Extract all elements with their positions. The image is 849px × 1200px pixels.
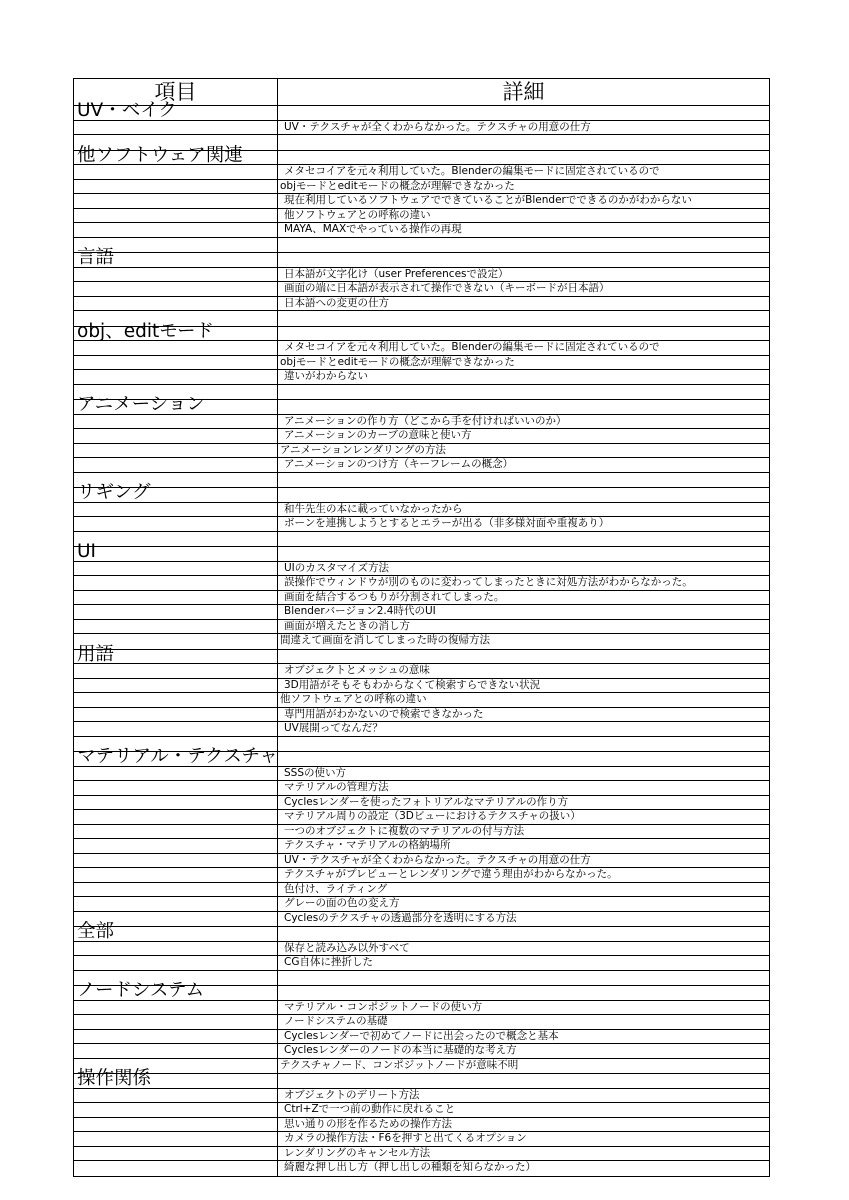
item-cell (74, 708, 278, 722)
detail-cell: UV・テクスチャが全くわからなかった。テクスチャの用意の仕方 (284, 120, 591, 133)
item-cell (74, 854, 278, 868)
table-row (74, 394, 769, 415)
table-row (74, 897, 769, 912)
category-label: obj、editモード (77, 320, 214, 342)
detail-cell: アニメーションのカーブの意味と使い方 (284, 429, 472, 441)
detail-cell: レンダリングのキャンセル方法 (284, 1146, 431, 1159)
header-item: 項目 (74, 79, 278, 105)
item-cell (74, 921, 278, 942)
table-row (74, 180, 769, 195)
table-row (74, 839, 769, 854)
category-label: ノードシステム (77, 980, 205, 1001)
item-cell (74, 693, 278, 707)
table-row (74, 854, 769, 869)
detail-cell: objモードとeditモードの概念が理解できなかった (280, 355, 515, 368)
detail-cell: 3D用語がそもそもわからなくて検索すらできない状況 (284, 678, 541, 691)
table-row (74, 591, 769, 606)
table-row (74, 883, 769, 898)
table-section (74, 541, 769, 650)
detail-cell: オブジェクトのデリート方法 (284, 1088, 420, 1101)
detail-cell: 一つのオブジェクトに複数のマテリアルの付与方法 (284, 824, 525, 837)
detail-cell: 間違えて画面を消してしまった時の復帰方法 (280, 634, 490, 646)
item-cell (74, 180, 278, 194)
item-cell (74, 282, 278, 296)
detail-cell (278, 135, 769, 150)
table-section (74, 144, 769, 254)
detail-cell (278, 650, 769, 664)
item-cell (74, 562, 278, 576)
table-section (74, 921, 769, 986)
item-cell (74, 194, 278, 208)
item-cell (74, 897, 278, 911)
detail-cell: Cyclesレンダーのノードの本当に基礎的な考え方 (284, 1044, 517, 1056)
detail-cell: Cyclesのテクスチャの透過部分を透明にする方法 (284, 911, 517, 924)
detail-cell: メタセコイアを元々利用していた。Blenderの編集モードに固定されているので (284, 165, 660, 177)
detail-cell: 他ソフトウェアとの呼称の違い (280, 693, 427, 705)
detail-cell (278, 238, 769, 253)
category-label: アニメーション (77, 394, 205, 415)
detail-cell: SSSの使い方 (284, 766, 346, 779)
table-row (74, 980, 769, 1001)
item-cell (74, 664, 278, 678)
detail-cell: マテリアルの管理方法 (284, 781, 389, 793)
item-cell (74, 268, 278, 282)
item-cell (74, 532, 278, 547)
table-row (74, 810, 769, 825)
detail-cell (278, 488, 769, 502)
table-section (74, 247, 769, 327)
item-cell (74, 297, 278, 311)
table-row (74, 341, 769, 356)
detail-cell: ノードシステムの基礎 (284, 1015, 388, 1027)
item-cell (74, 541, 278, 562)
table-row (74, 796, 769, 811)
detail-cell (278, 752, 769, 766)
table-row (74, 1001, 769, 1016)
table-row (74, 458, 769, 473)
detail-cell: UV・テクスチャが全くわからなかった。テクスチャの用意の仕方 (284, 853, 591, 866)
table-row (74, 746, 769, 767)
item-cell (74, 482, 278, 503)
table-row (74, 297, 769, 312)
table-section (74, 1068, 769, 1176)
item-cell (74, 605, 278, 619)
item-cell (74, 942, 278, 956)
table-row (74, 1118, 769, 1133)
table-row (74, 1089, 769, 1104)
item-cell (74, 356, 278, 370)
detail-cell: Cyclesレンダーを使ったフォトリアルなマテリアルの作り方 (284, 795, 569, 808)
table-section (74, 980, 769, 1074)
detail-cell (278, 737, 769, 752)
table-row (74, 121, 769, 136)
table-row (74, 634, 769, 649)
table-row (74, 238, 769, 253)
table-row (74, 912, 769, 927)
detail-cell: マテリアル・コンポジットノードの使い方 (284, 1000, 483, 1013)
item-cell (74, 620, 278, 634)
table-row (74, 620, 769, 635)
item-cell (74, 796, 278, 810)
detail-cell (278, 1074, 769, 1088)
table-row (74, 605, 769, 620)
detail-cell (278, 106, 769, 120)
detail-cell: ボーンを連携しようとするとエラーが出る（非多様対面や重複あり） (284, 517, 610, 529)
table-row (74, 1103, 769, 1118)
item-cell (74, 444, 278, 458)
item-cell (74, 1161, 278, 1176)
table-row (74, 268, 769, 283)
item-cell (74, 1089, 278, 1103)
category-label: マテリアル・テクスチャ (77, 746, 278, 767)
table-row (74, 643, 769, 665)
detail-cell: 思い通りの形を作るための操作方法 (284, 1117, 452, 1130)
item-cell (74, 223, 278, 237)
table-row (74, 679, 769, 694)
detail-cell: テクスチャ・マテリアルの格納場所 (284, 839, 451, 851)
detail-cell: 色付け、ライティング (284, 882, 388, 895)
item-cell (74, 868, 278, 882)
table-row (74, 868, 769, 883)
table-row (74, 541, 769, 562)
table-row (74, 693, 769, 708)
detail-cell: UIのカスタマイズ方法 (284, 561, 389, 574)
category-label: 操作関係 (77, 1068, 152, 1089)
detail-cell: アニメーションのつけ方（キーフレームの概念） (284, 458, 514, 470)
table-body (74, 100, 769, 1176)
item-cell (74, 883, 278, 897)
item-cell (74, 1118, 278, 1132)
table-row (74, 1044, 769, 1059)
item-cell (74, 415, 278, 429)
item-cell (74, 956, 278, 970)
detail-cell: MAYA、MAXでやっている操作の再現 (284, 223, 462, 235)
detail-cell (278, 253, 769, 267)
table-row (74, 1068, 769, 1089)
table-section (74, 746, 769, 927)
table-row (74, 517, 769, 532)
table-section (74, 482, 769, 547)
table-row (74, 1015, 769, 1030)
table-row (74, 825, 769, 840)
item-cell (74, 429, 278, 443)
detail-cell: オブジェクトとメッシュの意味 (284, 664, 430, 676)
table-row (74, 223, 769, 238)
table-row (74, 194, 769, 209)
item-cell (74, 341, 278, 355)
item-cell (74, 825, 278, 839)
item-cell (74, 781, 278, 795)
detail-cell: 現在利用しているソフトウェアでできていることがBlenderでできるのかがわからない (284, 194, 692, 206)
detail-cell: 違いがわからない (284, 370, 368, 382)
category-label: UV・ベイク (77, 100, 177, 121)
item-cell (74, 370, 278, 384)
detail-cell (278, 532, 769, 547)
detail-cell: アニメーションレンダリングの方法 (280, 443, 446, 456)
table-row (74, 921, 769, 942)
table-row (74, 473, 769, 488)
detail-cell (278, 927, 769, 941)
item-cell (74, 458, 278, 472)
item-cell (74, 1068, 278, 1089)
header-detail: 詳細 (502, 80, 545, 104)
category-label: 言語 (77, 247, 115, 268)
table-row (74, 532, 769, 547)
table-row (74, 144, 769, 166)
table-row (74, 482, 769, 503)
item-cell (74, 503, 278, 517)
table-row (74, 1030, 769, 1045)
item-cell (74, 810, 278, 824)
detail-cell: カメラの操作方法・F6を押すと出てくるオプション (284, 1132, 527, 1144)
table-row (74, 664, 769, 679)
detail-cell: 和牛先生の本に載っていなかったから (284, 502, 463, 515)
detail-cell: objモードとeditモードの概念が理解できなかった (280, 179, 515, 192)
detail-cell: 画面を結合するつもりが分割されてしまった。 (284, 590, 505, 603)
table-row (74, 320, 769, 342)
detail-cell: テクスチャがプレビューとレンダリングで違う理由がわからなかった。 (284, 868, 618, 880)
item-cell (74, 1103, 278, 1117)
table-row (74, 247, 769, 268)
detail-cell (278, 547, 769, 561)
item-cell (74, 576, 278, 590)
detail-cell: Cyclesレンダーで初めてノードに出会ったので概念と基本 (284, 1029, 559, 1042)
item-cell (74, 121, 278, 135)
table-row (74, 444, 769, 459)
table-row (74, 165, 769, 180)
item-cell (74, 247, 278, 268)
item-cell (74, 767, 278, 781)
item-cell (74, 1132, 278, 1146)
table-row (74, 956, 769, 971)
table-row (74, 1161, 769, 1176)
item-cell (74, 209, 278, 223)
table-row (74, 1059, 769, 1074)
detail-cell (278, 971, 769, 986)
table-section (74, 643, 769, 753)
table-row (74, 942, 769, 957)
detail-cell: 他ソフトウェアとの呼称の違い (284, 208, 431, 221)
item-cell (74, 517, 278, 531)
detail-cell (278, 986, 769, 1000)
item-cell (74, 1147, 278, 1161)
detail-cell: テクスチャノード、コンポジットノードが意味不明 (280, 1058, 519, 1071)
detail-cell: 日本語への変更の仕方 (284, 296, 389, 309)
detail-cell: 画面の端に日本語が表示されて操作できない（キーボードが日本語） (284, 282, 610, 294)
detail-cell (278, 400, 769, 414)
item-cell (74, 1001, 278, 1015)
detail-cell: アニメーションの作り方（どこから手を付ければいいのか） (284, 414, 567, 427)
table-row (74, 415, 769, 430)
item-cell (74, 1015, 278, 1029)
detail-cell (278, 311, 769, 326)
table-row (74, 503, 769, 518)
table-row (74, 356, 769, 371)
category-label: UI (77, 541, 96, 562)
detail-cell: 綺麗な押し出し方（押し出しの種類を知らなかった） (284, 1161, 536, 1173)
item-cell (74, 144, 278, 166)
detail-cell: UV展開ってなんだ？ (284, 722, 383, 734)
survey-table (73, 78, 770, 1177)
item-cell (74, 980, 278, 1001)
detail-cell (278, 151, 769, 165)
detail-cell (278, 327, 769, 341)
detail-cell (278, 385, 769, 400)
detail-cell: 日本語が文字化け（user Preferencesで設定） (284, 267, 509, 280)
table-row (74, 209, 769, 224)
category-label: 他ソフトウェア関連 (77, 144, 243, 166)
table-row (74, 1147, 769, 1162)
table-row (74, 1132, 769, 1147)
detail-cell: メタセコイアを元々利用していた。Blenderの編集モードに固定されているので (284, 341, 660, 353)
detail-cell: マテリアル周りの設定（3Dビューにおけるテクスチャの扱い） (284, 810, 581, 822)
detail-cell: CG自体に挫折した (284, 956, 373, 968)
category-label: リギング (77, 482, 151, 503)
item-cell (74, 165, 278, 179)
item-cell (74, 679, 278, 693)
item-cell (74, 320, 278, 342)
table-row (74, 370, 769, 385)
category-label: 用語 (77, 643, 115, 665)
item-cell (74, 1030, 278, 1044)
table-row (74, 767, 769, 782)
item-cell (74, 839, 278, 853)
detail-cell: Blenderバージョン2.4時代のUI (284, 605, 436, 617)
detail-cell: グレーの面の色の変え方 (284, 897, 400, 909)
table-row (74, 429, 769, 444)
detail-cell: Ctrl+Zで一つ前の動作に戻れること (284, 1103, 456, 1115)
item-cell (74, 746, 278, 767)
category-label: 全部 (77, 921, 115, 942)
detail-cell: 画面が増えたときの消し方 (284, 619, 410, 632)
detail-cell: 誤操作でウィンドウが別のものに変わってしまったときに対処方法がわからなかった。 (284, 576, 693, 588)
table-row (74, 100, 769, 121)
item-cell (74, 591, 278, 605)
table-header (74, 79, 769, 106)
detail-cell: 保存と読み込み以外すべて (284, 941, 410, 954)
item-cell (74, 100, 278, 121)
item-cell (74, 722, 278, 736)
table-row (74, 576, 769, 591)
item-cell (74, 643, 278, 665)
table-section (74, 394, 769, 488)
item-cell (74, 394, 278, 415)
item-cell (74, 1044, 278, 1058)
table-row (74, 282, 769, 297)
table-row (74, 781, 769, 796)
table-row (74, 708, 769, 723)
table-section (74, 320, 769, 401)
table-row (74, 562, 769, 577)
detail-cell: 専門用語がわかないので検索できなかった (284, 707, 484, 720)
table-row (74, 722, 769, 737)
detail-cell (278, 473, 769, 488)
